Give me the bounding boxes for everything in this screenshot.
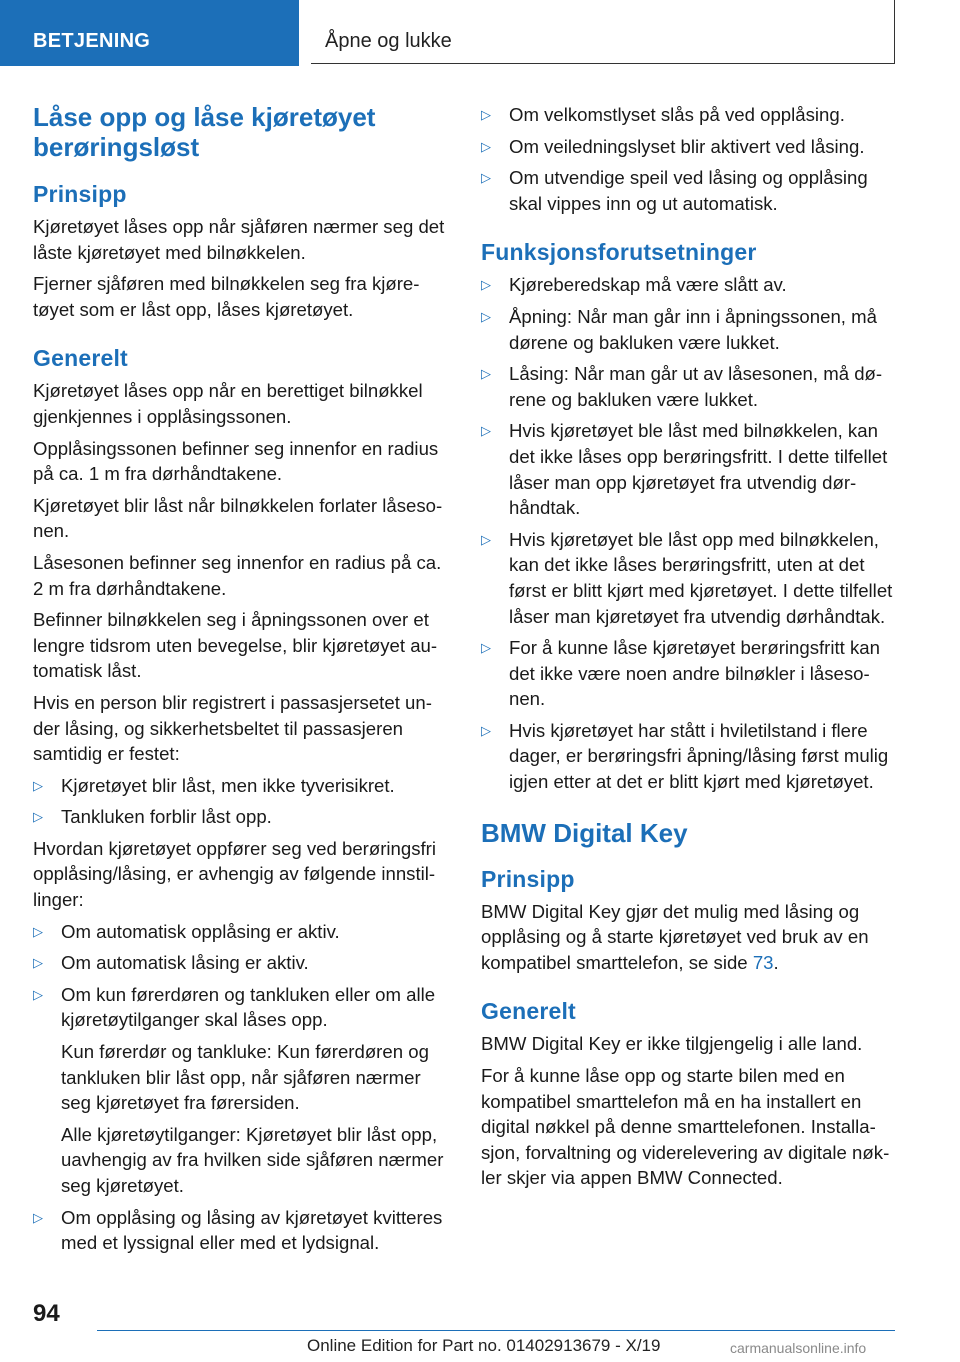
triangle-bullet-icon: ▷ [481,138,491,154]
triangle-bullet-icon: ▷ [481,170,491,186]
list-item-text: Hvis kjøretøyet ble låst opp med bilnøkkelen, kan det ikke låses berøringsfritt, uten at det først er blitt kjørt med kjøretøyet. I dette tilfellet låser man kjøretøyet fra utvendig dørhåndtak. [509,528,893,627]
bullet-list [481,102,899,216]
triangle-bullet-icon: ▷ [33,955,43,971]
prinsipp-heading: Prinsipp [33,181,127,207]
sub-paragraph: Alle kjøretøytilganger: Kjøretøyet blir låst opp, uavhengig av fra hvilken side sjåføren nærmer seg kjøretøyet. [61,1123,444,1196]
list-item-text: For å kunne låse kjøretøyet berøringsfritt kan det ikke være noen andre bilnøkler i låsesonen. [509,637,880,710]
triangle-bullet-icon: ▷ [481,107,491,122]
paragraph: Hvordan kjøretøyet oppfører seg ved berøringsfri opplåsing/låsing, er avhengig av følgende innstillinger: [33,837,437,911]
digital-key-title: BMW Digital Key [481,817,688,848]
list-item-text: Om utvendige speil ved låsing og opplåsing skal vippes inn og ut automatisk. [509,167,868,214]
dk-generelt-heading: Generelt [481,998,576,1025]
header-chapter-label: Åpne og lukke [325,30,452,52]
list-item-text: Kjøretøyet blir låst, men ikke tyverisikret. [61,774,395,796]
list-item [481,272,899,298]
list-item [481,361,899,412]
list-item [33,950,451,976]
list-item [33,919,451,945]
list-item [481,134,899,160]
paragraph: For å kunne låse opp og starte bilen med en kompatibel smarttelefon må en ha installert en digital nøkkel på denne smarttelefonen. Installasjon, forvaltning og viderelevering av digitale nøkler skjer via appen BMW Connected. [481,1065,890,1189]
triangle-bullet-icon: ▷ [33,986,43,1002]
paragraph-end: . [773,951,779,973]
paragraph: Kjøretøyet låses opp når en berettiget bilnøkkel gjenkjennes i opplåsingssonen. [33,380,423,427]
list-item-text: Hvis kjøretøyet ble låst med bilnøkkelen, kan det ikke låses opp berøringsfritt. I dette tilfellet låser man opp kjøretøyet fra utvendig dørhåndtak. [509,420,888,519]
dk-prinsipp-heading: Prinsipp [481,865,575,892]
page-reference-link[interactable]: 73 [752,951,774,973]
list-item-text: Om automatisk opplåsing er aktiv. [61,920,340,942]
list-item-text: Om veiledningslyset blir aktivert ved låsing. [509,135,865,157]
list-item-text: Om kun førerdøren og tankluken eller om alle kjøretøytilganger skal låses opp. [61,983,436,1031]
list-item-text: Hvis kjøretøyet har stått i hviletilstand i flere dager, er berøringsfri åpning/låsing først mulig igjen etter at det er blitt kjørt med kjøretøyet. [509,719,889,793]
paragraph-text: BMW Digital Key gjør det mulig med låsing og opplåsing og å starte kjøretøyet ved bruk av en kompatibel smarttelefon, se side [481,900,869,973]
list-item-text: Tankluken forblir låst opp. [61,806,272,828]
bullet-list [33,919,451,1256]
list-item-text: Åpning: Når man går inn i åpningssonen, må dørene og bakluken være lukket. [509,305,877,353]
triangle-bullet-icon: ▷ [33,809,43,825]
page-number: 94 [33,1300,60,1327]
sub-paragraph: Kun førerdør og tankluke: Kun førerdøren og tankluken blir låst opp, når sjåføren nærmer seg kjøretøyet fra førersiden. [61,1041,429,1114]
list-item-text: Kjøreberedskap må være slått av. [509,274,787,296]
bullet-list [33,773,451,830]
list-item-text: Låsing: Når man går ut av låsesonen, må dørene og bakluken være lukket. [509,363,883,410]
triangle-bullet-icon: ▷ [33,1209,43,1225]
footer-edition: Online Edition for Part no. 01402913679 - X/19 [307,1336,661,1355]
triangle-bullet-icon: ▷ [33,923,43,939]
triangle-bullet-icon: ▷ [481,366,491,382]
list-item-text: Om opplåsing og låsing av kjøretøyet kvitteres med et lyssignal eller med et lydsignal. [61,1206,443,1254]
triangle-bullet-icon: ▷ [481,722,491,738]
list-item [481,165,899,216]
paragraph: Befinner bilnøkkelen seg i åpningssonen over et lengre tidsrom uten bevegelse, blir kjøretøyet automatisk låst. [33,609,438,682]
list-item [481,527,899,629]
triangle-bullet-icon: ▷ [481,531,491,547]
footer-divider [97,1330,895,1331]
list-item [481,635,899,712]
watermark: carmanualsonline.info [730,1340,867,1356]
list-item [481,304,899,355]
list-item [33,982,451,1199]
triangle-bullet-icon: ▷ [33,777,43,793]
triangle-bullet-icon: ▷ [481,640,491,656]
paragraph [481,899,899,976]
list-item [481,102,899,128]
left-column [33,102,451,1262]
triangle-bullet-icon: ▷ [481,423,491,439]
paragraph: Låsesonen befinner seg innenfor en radius på ca. 2 m fra dørhåndtakene. [33,551,442,599]
section-title: Låse opp og låse kjøretøyet berøringsløst [33,102,376,162]
list-item [33,804,451,830]
paragraph: Kjøretøyet blir låst når bilnøkkelen forlater låsesonen. [33,494,443,542]
header-section-label: BETJENING [33,30,151,52]
list-item-text: Om automatisk låsing er aktiv. [61,952,309,974]
triangle-bullet-icon: ▷ [481,308,491,324]
right-column [481,102,899,1197]
paragraph: Fjerner sjåføren med bilnøkkelen seg fra kjøretøyet som er låst opp, låses kjøretøyet. [33,273,420,320]
list-item [33,1205,451,1256]
paragraph: Opplåsingssonen befinner seg innenfor en radius på ca. 1 m fra dørhåndtakene. [33,437,439,485]
funksjon-heading: Funksjonsforutsetninger [481,239,757,266]
paragraph: BMW Digital Key er ikke tilgjengelig i alle land. [481,1033,863,1055]
list-item [33,773,451,799]
list-item-text: Om velkomstlyset slås på ved opplåsing. [509,104,845,125]
paragraph: Hvis en person blir registrert i passasjersetet under låsing, og sikkerhetsbeltet til passasjeren samtidig er festet: [33,691,432,765]
triangle-bullet-icon: ▷ [481,277,491,293]
header-chapter-box [311,0,895,64]
header-section-tab [0,0,299,66]
bullet-list [481,272,899,794]
paragraph: Kjøretøyet låses opp når sjåføren nærmer seg det låste kjøretøyet med bilnøkkelen. [33,216,445,263]
list-item [481,418,899,520]
list-item [481,718,899,795]
generelt-heading: Generelt [33,345,128,372]
